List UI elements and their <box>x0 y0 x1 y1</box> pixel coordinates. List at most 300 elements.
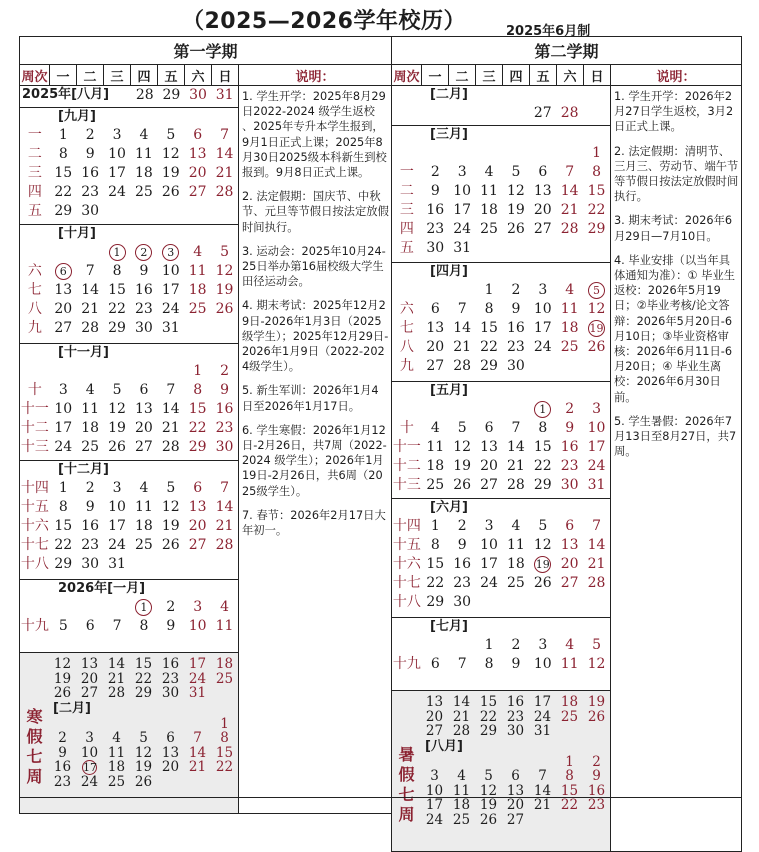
date-cell: 4 <box>430 420 440 436</box>
date-cell: 9 <box>85 146 95 162</box>
date-cell <box>556 724 583 739</box>
date-row <box>392 476 610 495</box>
date-cell <box>583 104 610 123</box>
note-item-3: 3. 运动会：2025年10月24-25日举办第16届校级大学生田径运动会。 <box>242 244 386 289</box>
date-cell: 18 <box>135 165 153 181</box>
week-number <box>20 243 50 262</box>
vacation-dates <box>421 691 610 851</box>
month-header: [六月] <box>430 500 468 515</box>
made-date: 2025年6月制 <box>506 24 591 39</box>
date-cell: 14 <box>215 499 234 515</box>
date-cell <box>449 104 476 123</box>
month-header: [七月] <box>430 619 468 634</box>
date-cell: 13 <box>425 694 444 710</box>
date-row <box>20 183 238 202</box>
date-cell: 31 <box>108 556 126 572</box>
header-day-7: 日 <box>584 65 611 86</box>
week-number: 十 <box>399 420 414 436</box>
date-cell: 12 <box>215 263 234 279</box>
date-cell: 17 <box>161 282 180 298</box>
date-cell: 14 <box>453 320 472 336</box>
date-cell: 26 <box>479 811 498 828</box>
date-cell: 26 <box>587 339 606 355</box>
date-cell: 17 <box>533 320 552 336</box>
date-cell: 28 <box>161 439 180 455</box>
date-cell: 9 <box>511 656 521 672</box>
date-cell: 7 <box>565 164 575 180</box>
date-cell: 6 <box>85 618 95 634</box>
date-cell <box>449 144 476 163</box>
date-cell: 18 <box>560 694 579 710</box>
date-cell: 30 <box>189 87 207 103</box>
date-cell: 6 <box>511 768 520 784</box>
date-cell <box>422 144 449 163</box>
week-number: 十八 <box>20 556 49 572</box>
note-item-5: 5. 新生军训：2026年1月4日至2026年1月17日。 <box>242 384 379 413</box>
week-number: 十三 <box>392 477 421 493</box>
date-cell <box>77 598 104 617</box>
date-cell: 3 <box>193 599 203 615</box>
date-cell: 3 <box>538 637 548 653</box>
week-number: 十四 <box>20 480 49 496</box>
week-number: 八 <box>399 339 414 355</box>
date-row <box>20 381 238 400</box>
semester-1-grid <box>20 86 239 814</box>
week-number: 十六 <box>20 518 49 534</box>
date-cell: 25 <box>507 575 525 591</box>
date-cell: 18 <box>426 458 445 474</box>
date-cell: 19 <box>507 202 525 218</box>
date-cell: 7 <box>112 618 122 634</box>
date-row <box>392 220 610 239</box>
date-cell <box>529 813 556 828</box>
circled-date: 6 <box>55 263 72 280</box>
vacation-dates <box>49 653 238 813</box>
vacation-label-char: 七 <box>398 785 415 804</box>
date-cell <box>130 555 157 574</box>
date-cell: 21 <box>560 202 579 218</box>
date-cell <box>556 813 583 828</box>
vacation-label-char: 周 <box>398 805 415 824</box>
date-cell <box>583 239 610 258</box>
date-cell: 15 <box>54 165 73 181</box>
date-cell: 28 <box>560 105 579 121</box>
date-cell: 13 <box>560 537 579 553</box>
date-cell: 9 <box>430 183 440 199</box>
week-number: 五 <box>399 240 414 256</box>
date-cell: 16 <box>506 694 525 710</box>
month-header: [四月] <box>430 264 468 279</box>
date-cell: 18 <box>452 797 471 813</box>
date-cell: 15 <box>188 401 207 417</box>
date-row <box>20 536 238 555</box>
note-item-1: 1. 学生开学：2025年8月29日2022-2024 级学生返校 、2025年专升本学生报到，9月1日正式上课；2025年8月30日2025级本科新生到校报到。9月8日正式上课。 <box>242 90 387 180</box>
header-day-4: 四 <box>503 65 530 86</box>
date-cell <box>50 598 77 617</box>
month-header: [十月] <box>58 226 96 241</box>
date-cell: 2 <box>85 127 95 143</box>
date-cell: 3 <box>112 127 122 143</box>
date-cell <box>157 775 184 790</box>
date-cell: 5 <box>592 637 601 653</box>
date-cell: 28 <box>215 537 234 553</box>
date-cell: 9 <box>457 537 467 553</box>
header-day-6: 六 <box>185 65 212 86</box>
date-cell: 2 <box>166 599 176 615</box>
date-cell: 17 <box>108 518 126 534</box>
date-cell: 4 <box>565 637 575 653</box>
week-number <box>392 104 422 123</box>
date-cell: 25 <box>135 184 153 200</box>
date-cell: 13 <box>480 439 498 455</box>
date-cell: 30 <box>81 203 100 219</box>
date-cell: 13 <box>506 782 525 799</box>
date-cell: 8 <box>220 730 229 746</box>
date-cell <box>449 400 476 419</box>
date-row <box>392 319 610 338</box>
date-cell <box>529 357 556 376</box>
week-number: 十六 <box>392 556 421 572</box>
date-cell: 24 <box>161 301 180 317</box>
date-row <box>20 202 238 221</box>
date-row <box>392 574 610 593</box>
date-cell: 5 <box>166 127 176 143</box>
date-row <box>20 617 238 636</box>
date-cell: 19 <box>587 694 606 710</box>
vacation-block <box>392 691 610 851</box>
date-cell: 29 <box>108 320 126 336</box>
date-cell: 29 <box>134 685 153 701</box>
circled-date: 1 <box>135 599 152 616</box>
date-row <box>421 769 610 784</box>
month-block <box>20 108 238 225</box>
date-cell: 15 <box>108 282 126 298</box>
week-number: 八 <box>27 301 42 317</box>
date-cell: 16 <box>587 782 606 799</box>
date-cell: 10 <box>80 744 99 761</box>
note-item-7: 7. 春节：2026年2月17日大年初一。 <box>242 508 386 538</box>
date-cell: 27 <box>480 477 498 493</box>
date-cell <box>157 717 184 732</box>
week-number: 十七 <box>392 575 421 591</box>
date-cell: 23 <box>587 797 606 813</box>
date-cell: 7 <box>193 730 202 746</box>
date-cell: 8 <box>592 164 601 180</box>
month-header: [五月] <box>430 383 468 398</box>
date-cell <box>422 281 449 300</box>
date-cell <box>529 555 556 574</box>
date-cell: 2 <box>430 164 440 180</box>
date-cell: 4 <box>139 480 149 496</box>
date-row <box>392 357 610 376</box>
date-cell: 1 <box>58 480 68 496</box>
date-cell: 28 <box>215 184 234 200</box>
header-day-1: 一 <box>50 65 77 86</box>
date-cell: 3 <box>58 382 68 398</box>
date-cell: 27 <box>533 221 552 237</box>
date-cell: 22 <box>108 301 126 317</box>
date-cell: 6 <box>565 518 575 534</box>
date-cell: 25 <box>480 221 498 237</box>
date-row <box>49 731 238 746</box>
date-cell: 31 <box>587 477 606 493</box>
date-cell: 28 <box>452 723 471 739</box>
date-cell <box>476 593 503 612</box>
date-cell: 21 <box>452 708 471 725</box>
date-cell: 9 <box>592 768 601 784</box>
date-cell: 17 <box>453 202 472 218</box>
date-cell: 14 <box>215 146 234 162</box>
date-row <box>392 593 610 612</box>
date-cell: 5 <box>511 164 521 180</box>
date-cell <box>211 202 238 221</box>
date-cell <box>476 400 503 419</box>
week-number: 二 <box>399 183 414 199</box>
month-header: [九月] <box>58 109 96 124</box>
date-row <box>20 126 238 145</box>
date-cell: 14 <box>587 537 606 553</box>
date-cell: 10 <box>425 782 444 799</box>
date-cell <box>184 555 211 574</box>
date-cell <box>502 239 529 258</box>
date-cell: 4 <box>112 730 121 746</box>
date-cell: 20 <box>54 301 73 317</box>
date-row <box>392 419 610 438</box>
date-cell <box>422 104 449 123</box>
date-cell <box>211 555 238 574</box>
date-cell: 19 <box>53 670 72 687</box>
date-cell: 2 <box>220 363 229 379</box>
date-cell: 16 <box>215 401 234 417</box>
date-cell: 26 <box>108 439 126 455</box>
date-cell: 23 <box>81 184 100 200</box>
semester-1-header-row <box>20 65 392 86</box>
date-cell: 12 <box>161 146 180 162</box>
date-cell: 26 <box>53 685 72 701</box>
date-cell: 5 <box>112 382 122 398</box>
date-cell: 8 <box>565 768 574 784</box>
date-cell: 23 <box>453 575 472 591</box>
header-day-7: 日 <box>212 65 239 86</box>
date-cell: 22 <box>188 420 207 436</box>
date-cell: 20 <box>161 759 180 775</box>
date-cell <box>556 144 583 163</box>
date-cell: 2 <box>58 730 67 746</box>
date-cell: 20 <box>426 339 445 355</box>
date-cell: 20 <box>506 797 525 813</box>
date-cell: 11 <box>135 499 153 515</box>
note-item-2: 2. 法定假期：清明节、三月三、劳动节、端午节等节假日按法定放假时间执行。 <box>614 144 739 204</box>
week-number: 三 <box>399 202 414 218</box>
date-cell: 31 <box>161 320 180 336</box>
date-row <box>49 686 238 701</box>
date-cell: 7 <box>538 768 547 784</box>
date-cell: 30 <box>135 320 153 336</box>
week-number: 五 <box>27 203 42 219</box>
date-cell: 10 <box>533 301 552 317</box>
date-cell: 7 <box>220 127 229 143</box>
month-block <box>20 344 238 461</box>
date-row <box>49 717 238 732</box>
date-cell: 7 <box>166 382 176 398</box>
date-cell: 27 <box>560 575 579 591</box>
date-cell: 22 <box>426 575 445 591</box>
date-cell: 27 <box>54 320 73 336</box>
date-cell: 24 <box>54 439 73 455</box>
date-cell <box>76 717 103 732</box>
date-cell: 1 <box>565 753 574 770</box>
date-cell: 28 <box>135 87 154 103</box>
header-day-5: 五 <box>158 65 185 86</box>
date-row <box>392 182 610 201</box>
date-cell: 19 <box>453 458 472 474</box>
date-cell: 21 <box>161 420 180 436</box>
page-title: （2025—2026学年校历） <box>182 9 466 34</box>
semester-1-title: 第一学期 <box>20 37 392 65</box>
date-cell: 10 <box>453 183 472 199</box>
date-cell <box>422 400 449 419</box>
date-cell: 30 <box>161 685 180 701</box>
circled-date: 5 <box>588 282 605 299</box>
date-cell: 7 <box>511 420 521 436</box>
date-cell: 3 <box>112 480 122 496</box>
date-cell: 24 <box>480 575 498 591</box>
month-header: [三月] <box>430 127 468 142</box>
note-item-4: 4. 期末考试：2025年12月29日-2026年1月3日（2025级学生）；2025年12月29日-2026年1月9日（2022-2024级学生）。 <box>242 299 389 374</box>
date-cell: 23 <box>560 458 579 474</box>
date-cell <box>157 202 184 221</box>
date-cell: 18 <box>81 420 100 436</box>
week-number: 一 <box>27 127 42 143</box>
date-cell: 10 <box>587 420 606 436</box>
date-cell <box>583 724 610 739</box>
date-cell: 18 <box>480 202 498 218</box>
date-cell: 29 <box>533 477 552 493</box>
date-cell <box>502 104 529 123</box>
date-cell: 27 <box>425 723 444 739</box>
date-cell: 29 <box>188 439 207 455</box>
date-cell: 11 <box>188 263 207 279</box>
date-cell <box>77 243 104 262</box>
date-cell: 31 <box>188 685 207 701</box>
date-cell: 19 <box>215 282 234 298</box>
date-cell: 21 <box>587 556 606 572</box>
date-row <box>20 479 238 498</box>
date-cell <box>556 593 583 612</box>
date-cell: 12 <box>507 183 525 199</box>
date-cell: 28 <box>507 477 525 493</box>
date-row <box>49 775 238 790</box>
date-cell: 26 <box>134 773 153 790</box>
date-cell: 24 <box>80 773 99 790</box>
date-cell: 10 <box>161 263 180 279</box>
date-cell: 8 <box>484 656 494 672</box>
date-cell: 31 <box>533 723 552 739</box>
date-cell <box>130 717 157 732</box>
date-cell: 12 <box>587 656 606 672</box>
date-cell: 26 <box>161 537 180 553</box>
date-cell: 9 <box>511 301 521 317</box>
date-cell <box>502 144 529 163</box>
date-cell <box>583 357 610 376</box>
date-cell: 27 <box>135 439 153 455</box>
header-day-5: 五 <box>530 65 557 86</box>
date-cell: 28 <box>81 320 100 336</box>
date-cell: 27 <box>80 685 99 701</box>
header-day-3: 三 <box>476 65 503 86</box>
date-cell: 12 <box>453 439 472 455</box>
date-cell <box>157 243 184 262</box>
date-cell: 22 <box>54 537 73 553</box>
date-cell: 16 <box>453 556 472 572</box>
month-block <box>392 86 610 126</box>
vacation-label <box>20 653 49 813</box>
bottom-border <box>19 797 741 798</box>
date-cell: 15 <box>134 656 153 672</box>
date-cell: 16 <box>426 202 445 218</box>
header-day-4: 四 <box>131 65 158 86</box>
date-cell: 5 <box>457 420 467 436</box>
date-cell: 22 <box>54 184 73 200</box>
date-cell <box>421 755 448 770</box>
date-cell <box>449 636 476 655</box>
date-cell: 15 <box>560 782 579 799</box>
semester-2-notes <box>611 86 742 852</box>
date-row <box>49 657 238 672</box>
date-cell: 22 <box>560 797 579 813</box>
semester-1-notes <box>239 86 392 814</box>
week-number <box>20 362 50 381</box>
date-cell: 5 <box>220 244 229 260</box>
vacation-block <box>20 653 238 813</box>
date-cell <box>130 362 157 381</box>
circled-date: 1 <box>534 401 551 418</box>
date-cell: 12 <box>108 401 126 417</box>
date-cell <box>448 755 475 770</box>
date-cell: 25 <box>426 477 445 493</box>
date-cell: 10 <box>108 499 126 515</box>
date-cell: 23 <box>507 339 525 355</box>
semester-2-header-row <box>392 65 742 86</box>
date-cell: 17 <box>108 165 126 181</box>
date-cell <box>422 636 449 655</box>
date-cell <box>184 319 211 338</box>
vacation-month-header: [二月] <box>53 700 91 716</box>
date-cell: 26 <box>533 575 552 591</box>
date-cell <box>583 281 610 300</box>
date-row <box>392 338 610 357</box>
month-header: 2026年[一月] <box>58 581 146 596</box>
date-cell: 8 <box>430 537 440 553</box>
date-cell: 26 <box>453 477 472 493</box>
date-cell: 18 <box>507 556 525 572</box>
date-cell: 13 <box>161 744 180 761</box>
week-number: 十三 <box>20 439 49 455</box>
month-block <box>20 580 238 653</box>
week-number: 四 <box>399 221 414 237</box>
date-cell: 21 <box>507 458 525 474</box>
date-cell: 28 <box>453 358 472 374</box>
date-cell: 23 <box>426 221 445 237</box>
date-cell: 12 <box>161 499 180 515</box>
date-cell: 24 <box>108 537 126 553</box>
date-cell: 23 <box>506 708 525 725</box>
date-cell: 6 <box>166 730 175 746</box>
note-item-5: 5. 学生暑假：2026年7月13日至8月27日，共7周。 <box>614 414 737 459</box>
date-cell: 23 <box>53 773 72 790</box>
date-cell <box>529 144 556 163</box>
date-cell: 16 <box>135 282 153 298</box>
